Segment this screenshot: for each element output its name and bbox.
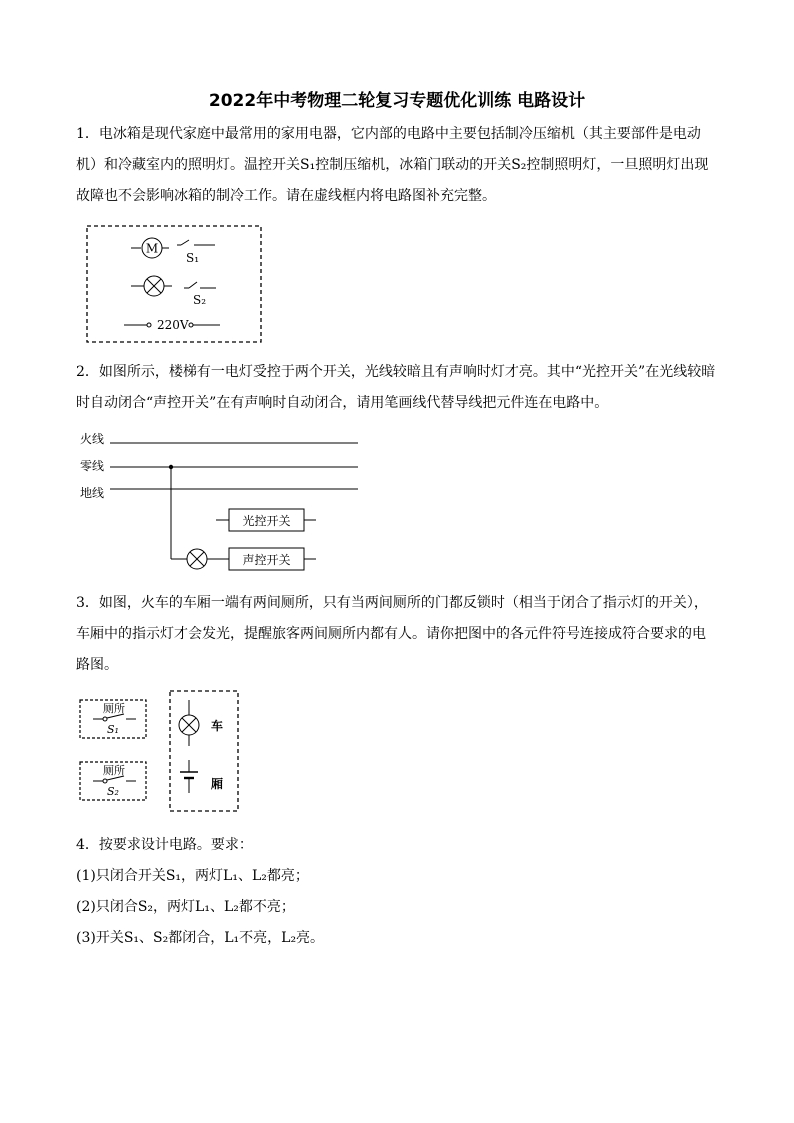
question-4-requirement-3: (3)开关S₁、S₂都闭合，L₁不亮，L₂亮。 <box>76 930 325 946</box>
toilet-switch-s1-label: S₁ <box>107 723 119 736</box>
terminal-right <box>189 323 193 327</box>
switch-s1-blade <box>181 240 189 245</box>
terminal-left <box>147 323 151 327</box>
switch-s2-label: S₂ <box>193 293 207 307</box>
light-switch-label: 光控开关 <box>242 514 291 528</box>
switch-s2-blade <box>189 282 197 288</box>
question-2-figure <box>76 425 366 577</box>
live-wire-label: 火线 <box>80 432 105 446</box>
question-3-figure <box>78 688 243 814</box>
page-title: 2022年中考物理二轮复习专题优化训练 电路设计 <box>208 91 586 111</box>
toilet-s1-label: 厕所 <box>103 702 125 715</box>
question-3-text: 3．如图，火车的车厢一端有两间厕所，只有当两间厕所的门都反锁时（相当于闭合了指示灯的开关），车厢中的指示灯才会发光，提醒旅客两间厕所内都有人。请你把图中的各元件符号连接成符合要求的电路图。 <box>76 595 708 673</box>
question-4-requirement-2: (2)只闭合S₂，两灯L₁、L₂都不亮； <box>76 899 295 915</box>
question-4-heading: 4．按要求设计电路。要求： <box>76 837 253 853</box>
question-4-requirement-1: (1)只闭合开关S₁，两灯L₁、L₂都亮； <box>76 868 309 884</box>
toilet-switch-s2-label: S₂ <box>107 785 119 798</box>
question-1-figure <box>85 224 265 346</box>
car-label: 车 <box>211 719 224 733</box>
motor-label: M <box>145 241 159 256</box>
ground-wire-label: 地线 <box>80 486 105 500</box>
switch-s1-label: S₁ <box>186 251 200 265</box>
question-1-text: 1．电冰箱是现代家庭中最常用的家用电器，它内部的电路中主要包括制冷压缩机（其主要部件是电动机）和冷藏室内的照明灯。温控开关S₁控制压缩机，冰箱门联动的开关S₂控制照明灯，一旦照明灯出现故障也不会影响冰箱的制冷工作。请在虚线框内将电路图补充完整。 <box>76 126 709 204</box>
neutral-wire-label: 零线 <box>80 459 105 473</box>
question-2-text: 2．如图所示，楼梯有一电灯受控于两个开关，光线较暗且有声响时灯才亮。其中“光控开关”在光线较暗时自动闭合“声控开关”在有声响时自动闭合，请用笔画线代替导线把元件连在电路中。 <box>76 364 716 411</box>
voltage-label: 220V <box>157 318 189 332</box>
sound-switch-label: 声控开关 <box>242 553 291 567</box>
car-frame <box>170 691 238 811</box>
compartment-label: 厢 <box>211 777 224 791</box>
toilet-s2-label: 厕所 <box>103 764 125 777</box>
